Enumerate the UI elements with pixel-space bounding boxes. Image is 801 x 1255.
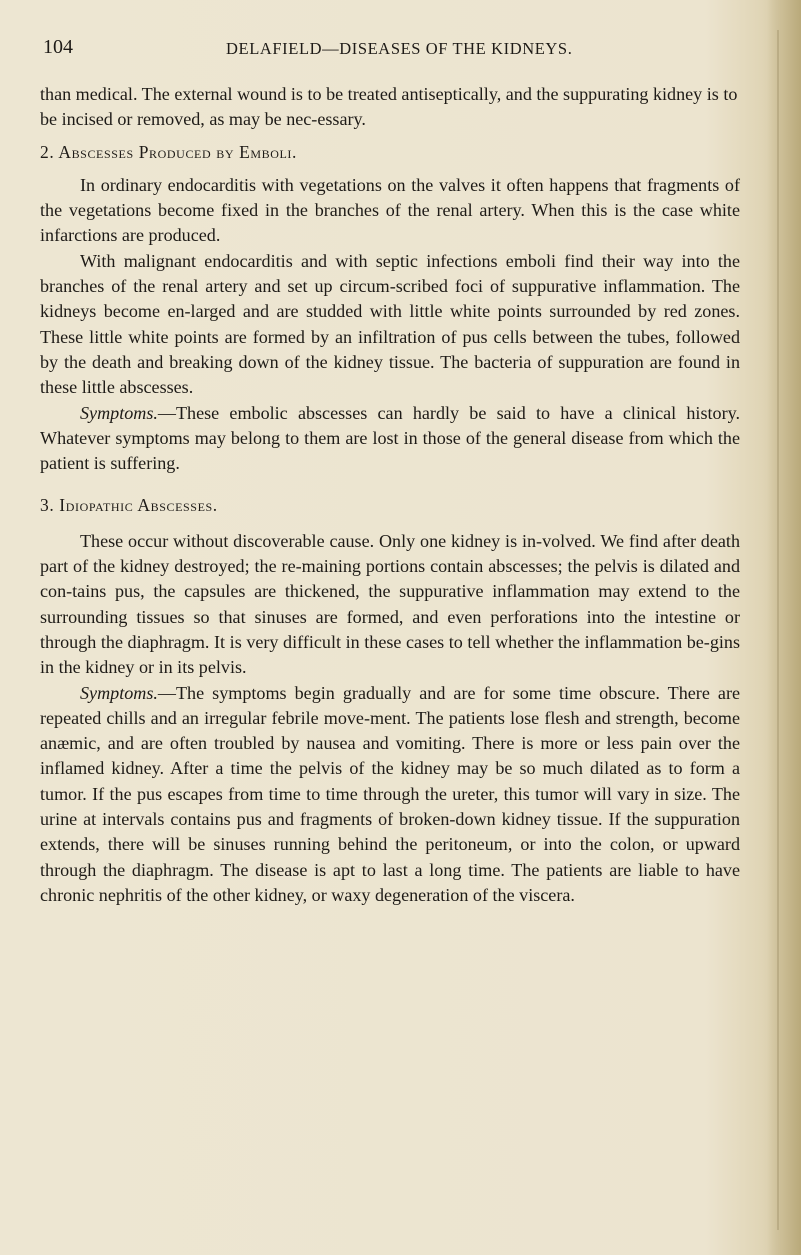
paragraph-continuation: than medical. The external wound is to be treated antiseptically, and the suppurating kidney is to be incised or removed, as may be nec-essary. xyxy=(40,84,738,130)
symptoms-label: Symptoms. xyxy=(80,402,158,423)
symptoms-text: —These embolic abscesses can hardly be said to have a clinical history. Whatever symptoms may belong to them are lost in those of the general disease from which the patient is suffering. xyxy=(40,402,740,474)
paragraph-idiopathic-abscesses: These occur without discoverable cause. Only one kidney is in-volved. We find after death part of the kidney destroyed; the re-maining portions contain abscesses; the pelvis is dilated and con-tains pus, the capsules are thickened, the suppurative inflammation may extend to the surrounding tissues so that sinuses are formed, and even perforations into the intestine or through the diaphragm. It is very difficult in these cases to tell whether the inflammation be-gins in the kidney or in its pelvis. xyxy=(40,530,740,678)
page-number: 104 xyxy=(43,36,73,58)
paragraph-ordinary-endocarditis: In ordinary endocarditis with vegetations on the valves it often happens that fragments of the vegetations become fixed in the branches of the renal artery. When this is the case white infarctions are produced. xyxy=(40,174,740,246)
symptoms-label: Symptoms. xyxy=(80,682,158,703)
body-text xyxy=(40,82,740,908)
page-edge-line xyxy=(777,30,779,1230)
page-header xyxy=(43,36,723,62)
running-title: DELAFIELD—DISEASES OF THE KIDNEYS. xyxy=(226,39,573,58)
symptoms-text: —The symptoms begin gradually and are for some time obscure. There are repeated chills and an irregular febrile move-ment. The patients lose flesh and strength, become anæmic, and are often troubled by nausea and vomiting. There is more or less pain over the inflamed kidney. After a time the pelvis of the kidney may be so much dilated as to form a tumor. If the pus escapes from time to time through the ureter, this tumor will vary in size. The urine at intervals contains pus and fragments of broken-down kidney tissue. If the suppuration extends, there will be sinuses running behind the peritoneum, or into the colon, or upward through the diaphragm. The disease is apt to last a long time. The patients are liable to have chronic nephritis of the other kidney, or waxy degeneration of the viscera. xyxy=(40,682,740,905)
paragraph-embolic-symptoms xyxy=(40,401,740,477)
section-heading-3: 3. Idiopathic Abscesses. xyxy=(40,495,218,516)
paragraph-idiopathic-symptoms xyxy=(40,681,740,909)
paragraph-malignant-endocarditis: With malignant endocarditis and with septic infections emboli find their way into the branches of the renal artery and set up circum-scribed foci of suppurative inflammation. The kidneys become en-larged and are studded with little white points surrounded by red zones. These little white points are formed by an infiltration of pus cells between the tubes, followed by the death and breaking down of the kidney tissue. The bacteria of suppuration are found in these little abscesses. xyxy=(40,250,740,398)
page-edge-shadow xyxy=(767,0,801,1255)
section-heading-2: 2. Abscesses Produced by Emboli. xyxy=(40,141,297,162)
